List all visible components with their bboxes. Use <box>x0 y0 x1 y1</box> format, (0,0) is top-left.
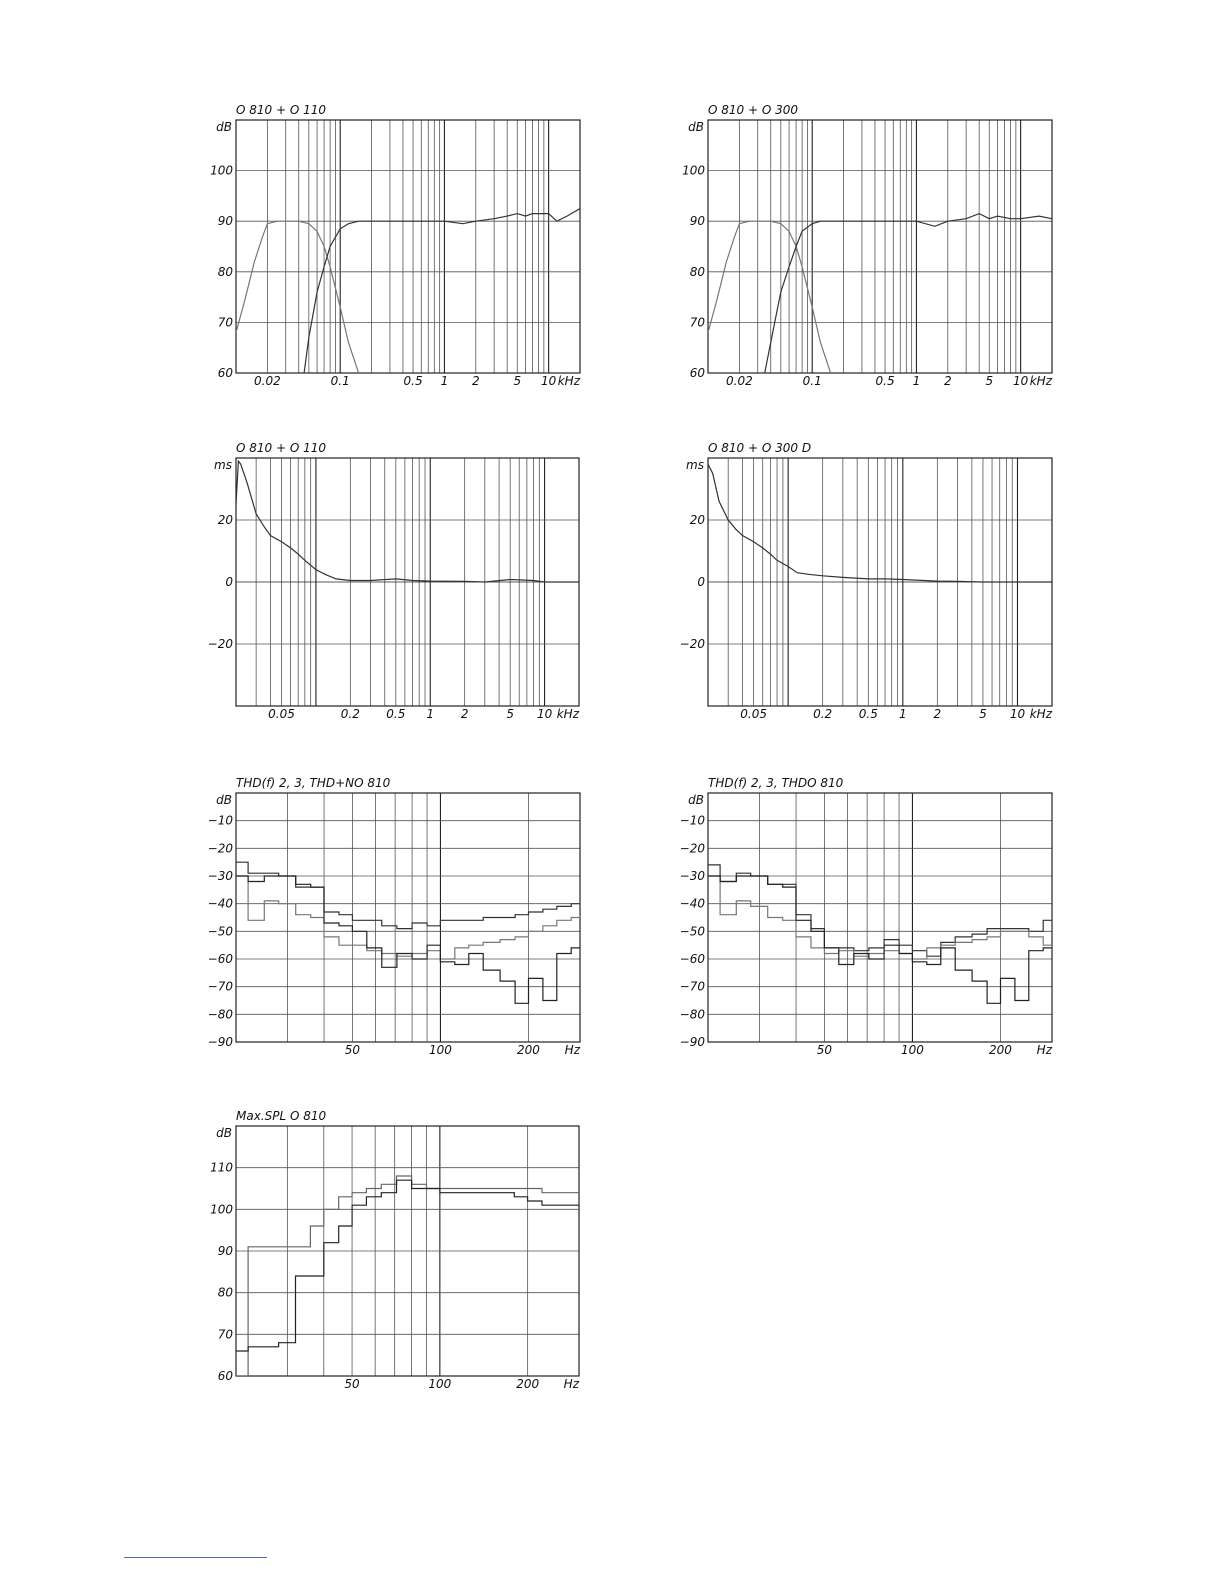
chart-7 <box>210 1109 580 1391</box>
chart-2 <box>682 103 1053 388</box>
y-tick-label: 0 <box>697 575 705 589</box>
y-tick-label: 90 <box>217 1244 233 1258</box>
y-tick-label: 70 <box>689 315 705 330</box>
y-axis-label: ms <box>686 458 704 472</box>
x-tick-label: 5 <box>979 707 987 721</box>
y-tick-label: 70 <box>217 315 233 330</box>
x-unit-label: kHz <box>556 707 579 721</box>
y-tick-label: −50 <box>679 924 705 939</box>
x-tick-label: 0.05 <box>740 707 767 721</box>
grid <box>236 1126 579 1376</box>
y-tick-label: 60 <box>217 366 233 380</box>
y-axis-label: dB <box>216 793 232 807</box>
y-tick-label: 70 <box>217 1327 233 1342</box>
chart-title: THD(f) 2, 3, THD+NO 810 <box>236 776 391 790</box>
x-tick-label: 50 <box>344 1377 360 1391</box>
x-tick-label: 0.5 <box>875 374 895 388</box>
x-tick-label: 200 <box>517 1043 540 1057</box>
chart-4 <box>680 441 1053 721</box>
x-tick-label: 0.05 <box>268 707 295 721</box>
x-tick-label: 200 <box>516 1377 540 1391</box>
x-tick-label: 5 <box>513 374 522 388</box>
y-tick-label: 80 <box>217 1285 233 1300</box>
x-tick-label: 0.1 <box>330 374 350 388</box>
x-tick-label: 10 <box>1012 374 1029 388</box>
x-tick-label: 5 <box>985 374 994 388</box>
y-tick-label: −70 <box>207 979 233 994</box>
y-tick-label: −80 <box>207 1007 233 1022</box>
x-tick-label: 1 <box>440 374 449 388</box>
y-tick-label: −20 <box>207 841 233 856</box>
x-tick-label: 0.02 <box>254 374 281 388</box>
x-tick-label: 50 <box>344 1043 361 1057</box>
x-tick-label: 1 <box>898 707 907 721</box>
y-tick-label: −40 <box>207 896 233 911</box>
y-tick-label: 90 <box>689 214 705 229</box>
y-tick-label: 20 <box>689 513 705 527</box>
grid <box>708 120 1052 373</box>
chart-1 <box>210 103 581 388</box>
y-axis-label: ms <box>214 458 232 472</box>
y-tick-label: 0 <box>225 575 233 589</box>
y-axis-label: dB <box>216 120 232 134</box>
series-line-1 <box>236 461 579 582</box>
x-tick-label: 2 <box>943 374 952 388</box>
chart-6 <box>680 776 1053 1057</box>
y-axis-label: dB <box>688 793 704 807</box>
x-tick-label: 5 <box>506 707 514 721</box>
y-tick-label: 110 <box>210 1160 233 1175</box>
grid <box>236 793 580 1042</box>
x-unit-label: Hz <box>563 1377 579 1391</box>
y-tick-label: −80 <box>679 1007 705 1022</box>
x-tick-label: 1 <box>426 707 435 721</box>
chart-5 <box>208 776 581 1057</box>
y-tick-label: −60 <box>679 952 705 966</box>
y-tick-label: 80 <box>689 264 705 279</box>
y-tick-label: −70 <box>679 979 705 994</box>
y-tick-label: −30 <box>207 869 233 883</box>
chart-title: O 810 + O 300 D <box>708 441 812 455</box>
grid <box>236 458 579 706</box>
x-tick-label: 0.2 <box>340 707 360 721</box>
x-unit-label: kHz <box>1029 707 1052 721</box>
grid <box>708 793 1052 1042</box>
y-axis-label: dB <box>688 120 704 134</box>
x-tick-label: 100 <box>428 1043 452 1057</box>
x-tick-label: 0.5 <box>858 707 878 721</box>
y-tick-label: −30 <box>679 869 705 883</box>
x-tick-label: 100 <box>428 1377 452 1391</box>
y-tick-label: 100 <box>210 1202 233 1217</box>
x-tick-label: 2 <box>460 707 469 721</box>
chart-3 <box>208 441 580 721</box>
x-tick-label: 10 <box>540 374 557 388</box>
plot-frame <box>236 120 580 373</box>
x-tick-label: 0.2 <box>813 707 833 721</box>
y-tick-label: 80 <box>217 264 233 279</box>
x-tick-label: 0.5 <box>386 707 406 721</box>
x-tick-label: 100 <box>900 1043 924 1057</box>
chart-title: Max.SPL O 810 <box>236 1109 327 1123</box>
y-tick-label: −90 <box>207 1035 233 1049</box>
x-unit-label: kHz <box>557 374 580 388</box>
x-tick-label: 0.5 <box>403 374 423 388</box>
y-tick-label: −90 <box>679 1035 705 1049</box>
y-tick-label: 100 <box>210 163 233 178</box>
x-tick-label: 50 <box>816 1043 833 1057</box>
chart-title: O 810 + O 300 <box>708 103 799 117</box>
y-tick-label: −20 <box>679 841 705 856</box>
x-unit-label: kHz <box>1029 374 1052 388</box>
footnote-separator <box>124 1557 267 1558</box>
x-tick-label: 1 <box>912 374 921 388</box>
x-unit-label: Hz <box>1036 1043 1052 1057</box>
x-tick-label: 0.1 <box>802 374 822 388</box>
y-tick-label: −50 <box>207 924 233 939</box>
y-tick-label: −20 <box>679 637 705 651</box>
y-tick-label: 100 <box>682 163 705 178</box>
chart-title: THD(f) 2, 3, THDO 810 <box>708 776 844 790</box>
plot-frame <box>708 120 1052 373</box>
y-tick-label: −20 <box>207 637 233 651</box>
y-tick-label: 60 <box>689 366 705 380</box>
y-tick-label: 60 <box>217 1369 233 1383</box>
x-tick-label: 2 <box>471 374 480 388</box>
y-tick-label: 90 <box>217 214 233 229</box>
x-tick-label: 200 <box>989 1043 1012 1057</box>
x-tick-label: 10 <box>536 707 553 721</box>
chart-title: O 810 + O 110 <box>236 103 327 117</box>
chart-title: O 810 + O 110 <box>236 441 327 455</box>
series-line-1 <box>708 464 1052 582</box>
x-tick-label: 10 <box>1009 707 1026 721</box>
y-tick-label: −10 <box>679 813 705 828</box>
y-tick-label: −60 <box>207 952 233 966</box>
x-tick-label: 2 <box>933 707 942 721</box>
y-tick-label: −10 <box>207 813 233 828</box>
y-tick-label: −40 <box>679 896 705 911</box>
y-tick-label: 20 <box>217 513 233 527</box>
grid <box>236 120 580 373</box>
x-unit-label: Hz <box>564 1043 580 1057</box>
y-axis-label: dB <box>216 1126 232 1140</box>
x-tick-label: 0.02 <box>726 374 753 388</box>
